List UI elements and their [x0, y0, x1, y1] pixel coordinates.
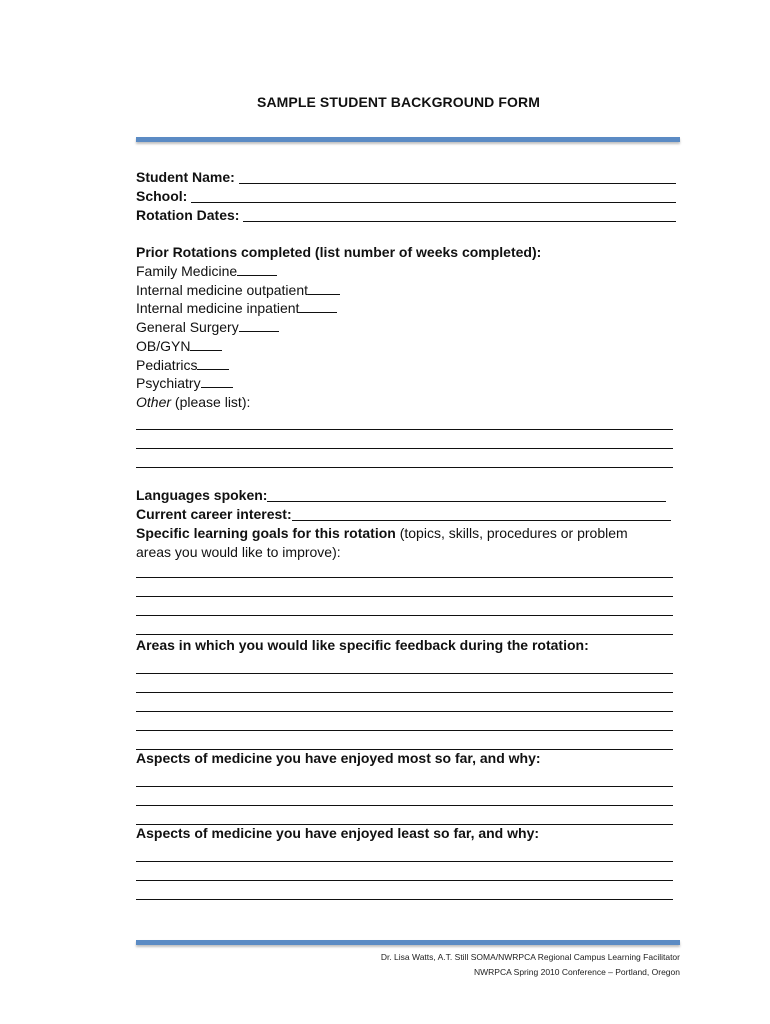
answer-line[interactable] — [136, 578, 673, 597]
header-rule — [136, 137, 680, 142]
footer-line-1: Dr. Lisa Watts, A.T. Still SOMA/NWRPCA Regional Campus Learning Facilitator — [380, 952, 680, 962]
weeks-blank[interactable] — [197, 356, 229, 370]
school-field[interactable] — [136, 187, 676, 206]
footer — [381, 950, 680, 980]
feedback-heading: Areas in which you would like specific feedback during the rotation: — [136, 637, 589, 653]
rotation-label: General Surgery — [136, 319, 239, 336]
other-rotations-label — [136, 393, 676, 412]
languages-field[interactable] — [136, 486, 666, 505]
feedback-section — [136, 636, 676, 750]
identity-fields — [136, 168, 676, 225]
enjoyed-most-section — [136, 749, 676, 825]
prior-rotations-heading: Prior Rotations completed (list number of weeks completed): — [136, 244, 542, 260]
career-line[interactable] — [292, 520, 671, 521]
answer-line[interactable] — [136, 768, 673, 787]
weeks-blank[interactable] — [299, 299, 337, 313]
goals-prompt — [136, 524, 646, 562]
rotation-item[interactable] — [136, 281, 676, 300]
answer-line[interactable] — [136, 449, 673, 468]
rotation-dates-field[interactable] — [136, 206, 676, 225]
answer-line[interactable] — [136, 411, 673, 430]
other-label: Other — [136, 393, 172, 410]
rotation-dates-label: Rotation Dates: — [136, 207, 240, 223]
goals-note: (topics, skills, procedures or problem areas you would like to improve): — [136, 525, 628, 560]
answer-line[interactable] — [136, 862, 673, 881]
school-label: School: — [136, 188, 188, 204]
answer-line[interactable] — [136, 881, 673, 900]
other-rotations-lines — [136, 411, 676, 468]
weeks-blank[interactable] — [239, 318, 279, 332]
footer-line-2: NWRPCA Spring 2010 Conference – Portland, Oregon — [473, 967, 680, 977]
rotation-item[interactable] — [136, 262, 676, 281]
enjoyed-most-heading: Aspects of medicine you have enjoyed most so far, and why: — [136, 750, 541, 766]
answer-line[interactable] — [136, 597, 673, 616]
answer-line[interactable] — [136, 655, 673, 674]
languages-label: Languages spoken: — [136, 487, 268, 503]
goals-label: Specific learning goals for this rotation — [136, 525, 396, 541]
rotation-label: Internal medicine inpatient — [136, 300, 300, 317]
career-field[interactable] — [136, 505, 671, 524]
enjoyed-least-section — [136, 824, 676, 900]
rotation-item[interactable] — [136, 318, 676, 337]
answer-line[interactable] — [136, 806, 673, 825]
answer-line[interactable] — [136, 430, 673, 449]
languages-line[interactable] — [267, 501, 666, 502]
page-title: SAMPLE STUDENT BACKGROUND FORM — [257, 94, 540, 110]
rotation-label: OB/GYN — [136, 337, 191, 354]
rotation-label: Pediatrics — [136, 356, 198, 373]
rotation-item[interactable] — [136, 337, 676, 356]
school-line[interactable] — [191, 202, 676, 203]
student-name-label: Student Name: — [136, 169, 235, 185]
rotation-item[interactable] — [136, 356, 676, 375]
answer-line[interactable] — [136, 843, 673, 862]
answer-line[interactable] — [136, 787, 673, 806]
student-name-line[interactable] — [239, 183, 676, 184]
answer-line[interactable] — [136, 712, 673, 731]
rotation-label: Psychiatry — [136, 375, 201, 392]
rotation-label: Family Medicine — [136, 263, 238, 279]
answer-line[interactable] — [136, 674, 673, 693]
answer-line[interactable] — [136, 693, 673, 712]
footer-rule — [136, 940, 680, 945]
rotation-item[interactable] — [136, 374, 676, 393]
rotation-item[interactable] — [136, 299, 676, 318]
answer-line[interactable] — [136, 616, 673, 635]
goals-lines — [136, 559, 676, 635]
answer-line[interactable] — [136, 731, 673, 750]
enjoyed-least-heading: Aspects of medicine you have enjoyed least so far, and why: — [136, 825, 540, 841]
other-suffix: (please list): — [171, 393, 251, 410]
interests-section — [136, 486, 676, 562]
rotation-label: Internal medicine outpatient — [136, 281, 308, 298]
weeks-blank[interactable] — [308, 281, 340, 295]
weeks-blank[interactable] — [201, 374, 233, 388]
career-label: Current career interest: — [136, 506, 292, 522]
rotation-dates-line[interactable] — [243, 221, 676, 222]
student-name-field[interactable] — [136, 168, 676, 187]
prior-rotations-section — [136, 243, 676, 412]
weeks-blank[interactable] — [237, 262, 277, 276]
answer-line[interactable] — [136, 559, 673, 578]
weeks-blank[interactable] — [190, 337, 222, 351]
